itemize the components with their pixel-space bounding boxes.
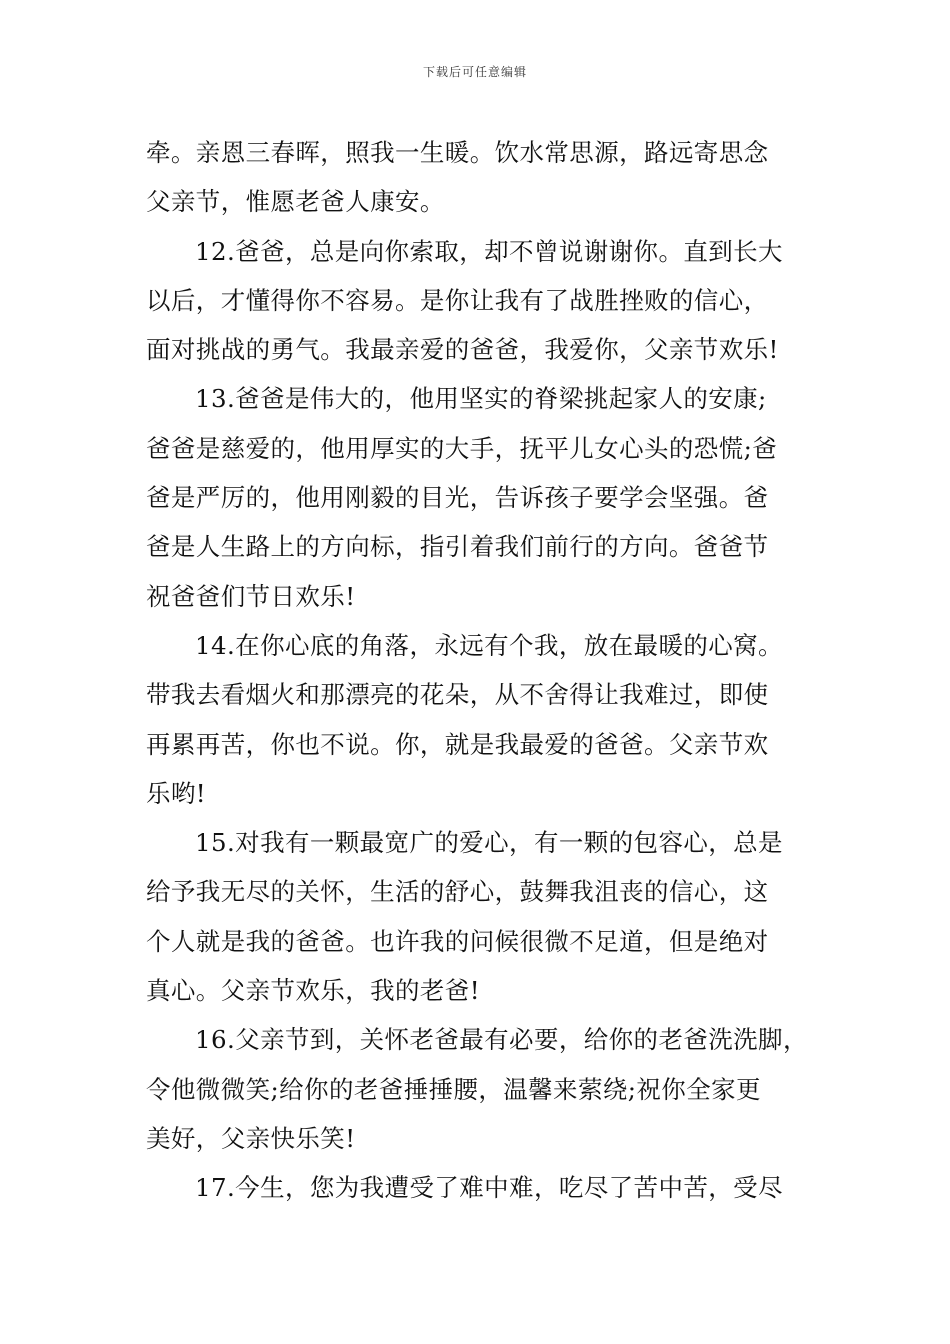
- text-line: 乐哟!: [146, 778, 207, 808]
- text-line: 面对挑战的勇气。我最亲爱的爸爸，我爱你，父亲节欢乐!: [146, 335, 779, 365]
- text-line: 爸爸是慈爱的，他用厚实的大手，抚平儿女心头的恐慌;爸: [146, 433, 778, 463]
- text-line: 真心。父亲节欢乐，我的老爸!: [146, 976, 480, 1006]
- page-header: 下载后可任意编辑: [422, 65, 527, 79]
- text-line: 以后，才懂得你不容易。是你让我有了战胜挫败的信心，: [146, 285, 769, 315]
- text-line: 15.对我有一颗最宽广的爱心，有一颗的包容心，总是: [195, 828, 783, 858]
- text-line: 给予我无尽的关怀，生活的舒心，鼓舞我沮丧的信心，这: [146, 877, 769, 907]
- text-line: 牵。亲恩三春晖，照我一生暖。饮水常思源，路远寄思念: [146, 138, 769, 167]
- text-line: 12.爸爸，总是向你索取，却不曾说谢谢你。直到长大: [195, 236, 783, 266]
- text-line: 爸是严厉的，他用刚毅的目光，告诉孩子要学会坚强。爸: [146, 483, 769, 513]
- text-line: 美好，父亲快乐笑!: [146, 1123, 356, 1153]
- text-line: 带我去看烟火和那漂亮的花朵，从不舍得让我难过，即使: [146, 680, 769, 710]
- text-line: 爸是人生路上的方向标，指引着我们前行的方向。爸爸节: [146, 532, 769, 562]
- text-line: 17.今生，您为我遭受了难中难，吃尽了苦中苦，受尽: [195, 1173, 783, 1203]
- text-line: 14.在你心底的角落，永远有个我，放在最暖的心窝。: [195, 630, 783, 660]
- text-line: 父亲节，惟愿老爸人康安。: [146, 187, 445, 217]
- text-line: 16.父亲节到，关怀老爸最有必要，给你的老爸洗洗脚，: [195, 1025, 808, 1055]
- text-line: 令他微微笑;给你的老爸捶捶腰，温馨来萦绕;祝你全家更: [146, 1074, 761, 1104]
- text-line: 祝爸爸们节日欢乐!: [146, 581, 356, 611]
- document-body: [146, 128, 810, 1213]
- text-line: 再累再苦，你也不说。你，就是我最爱的爸爸。父亲节欢: [146, 729, 769, 759]
- text-line: 13.爸爸是伟大的，他用坚实的脊梁挑起家人的安康;: [195, 384, 767, 414]
- text-line: 个人就是我的爸爸。也许我的问候很微不足道，但是绝对: [146, 926, 769, 956]
